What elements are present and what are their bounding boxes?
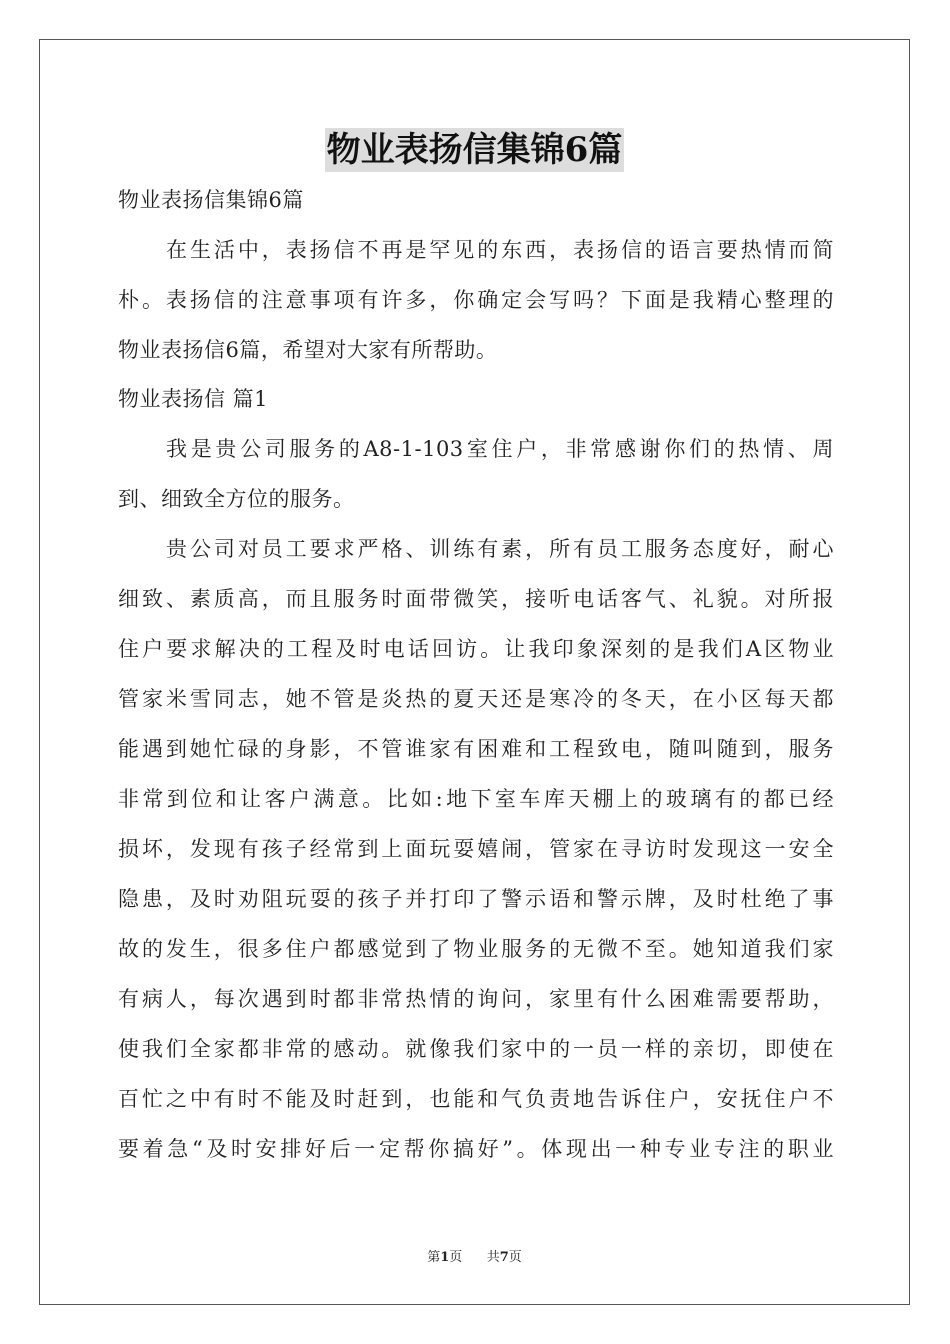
paragraph-line: 细致、素质高，而且服务时面带微笑，接听电话客气、礼貌。对所报 <box>118 587 834 611</box>
paragraph-line: 隐患，及时劝阻玩耍的孩子并打印了警示语和警示牌，及时杜绝了事 <box>118 887 834 911</box>
total-suffix: 页 <box>508 1250 522 1265</box>
intro-line: 在生活中，表扬信不再是罕见的东西，表扬信的语言要热情而简 <box>166 238 834 262</box>
paragraph-line: 百忙之中有时不能及时赶到，也能和气负责地告诉住户，安抚住户不 <box>118 1087 834 1111</box>
page-number: 1 <box>440 1250 450 1265</box>
paragraph-line: 住户要求解决的工程及时电话回访。让我印象深刻的是我们A区物业 <box>118 637 834 661</box>
intro-line: 物业表扬信6篇，希望对大家有所帮助。 <box>118 338 498 362</box>
paragraph-line: 使我们全家都非常的感动。就像我们家中的一员一样的亲切，即使在 <box>118 1037 834 1061</box>
title-wrap <box>40 128 909 172</box>
paragraph-line: 能遇到她忙碌的身影，不管谁家有困难和工程致电，随叫随到，服务 <box>118 737 834 761</box>
total-prefix: 共 <box>486 1250 500 1265</box>
paragraph-line: 故的发生，很多住户都感觉到了物业服务的无微不至。她知道我们家 <box>118 937 834 961</box>
page-label-prefix: 第 <box>427 1250 441 1265</box>
paragraph-line: 有病人，每次遇到时都非常热情的询问，家里有什么困难需要帮助， <box>118 987 834 1011</box>
page-label-suffix: 页 <box>449 1250 463 1265</box>
paragraph-line: 贵公司对员工要求严格、训练有素，所有员工服务态度好，耐心 <box>166 537 834 561</box>
paragraph-line: 管家米雪同志，她不管是炎热的夏天还是寒冷的冬天，在小区每天都 <box>118 687 834 711</box>
paragraph-line: 损坏，发现有孩子经常到上面玩耍嬉闹，管家在寻访时发现这一安全 <box>118 837 834 861</box>
paragraph-line: 要着急“及时安排好后一定帮你搞好”。体现出一种专业专注的职业 <box>118 1137 834 1161</box>
document-page <box>39 39 910 1305</box>
page-footer <box>40 1246 909 1265</box>
paragraph-line: 非常到位和让客户满意。比如:地下室车库天棚上的玻璃有的都已经 <box>118 787 834 811</box>
document-subtitle: 物业表扬信集锦6篇 <box>118 188 304 212</box>
intro-line: 朴。表扬信的注意事项有许多，你确定会写吗？下面是我精心整理的 <box>118 288 834 312</box>
paragraph-line: 我是贵公司服务的A8-1-103室住户，非常感谢你们的热情、周 <box>166 437 834 461</box>
document-title: 物业表扬信集锦6篇 <box>326 130 623 170</box>
total-pages: 7 <box>499 1250 509 1265</box>
paragraph-line: 到、细致全方位的服务。 <box>118 487 355 511</box>
section-heading: 物业表扬信 篇1 <box>118 387 269 411</box>
